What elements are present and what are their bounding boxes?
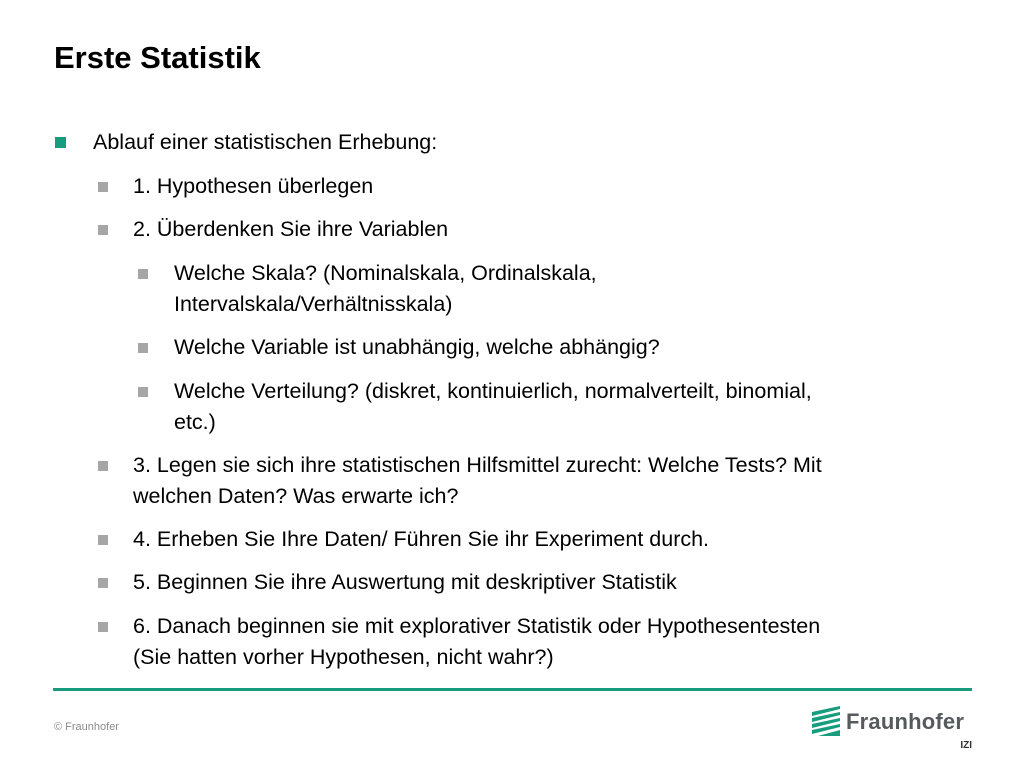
bullet-text-line: (Sie hatten vorher Hypothesen, nicht wahr?): [133, 645, 554, 669]
bullet-item: [174, 332, 660, 363]
square-bullet-icon: [98, 225, 108, 235]
bullet-text-line: Welche Verteilung? (diskret, kontinuierlich, normalverteilt, binomial,: [174, 379, 812, 403]
bullet-text: Welche Variable ist unabhängig, welche abhängig?: [174, 335, 660, 359]
bullet-text: 4. Erheben Sie Ihre Daten/ Führen Sie ihr Experiment durch.: [133, 527, 710, 551]
square-bullet-icon: [98, 182, 108, 192]
footer-copyright: © Fraunhofer: [54, 721, 119, 733]
bullet-text: Ablauf einer statistischen Erhebung:: [93, 130, 438, 154]
bullet-item: [133, 567, 677, 598]
bullet-item: [93, 127, 437, 158]
bullet-item: [174, 376, 812, 438]
bullet-item: [133, 611, 820, 673]
square-bullet-icon: [98, 461, 108, 471]
square-bullet-icon: [98, 535, 108, 545]
bullet-item: [133, 214, 448, 245]
bullet-text: 1. Hypothesen überlegen: [133, 174, 374, 198]
bullet-text: 2. Überdenken Sie ihre Variablen: [133, 217, 449, 241]
square-bullet-icon: [98, 622, 108, 632]
bullet-item: [133, 171, 373, 202]
square-bullet-icon: [138, 269, 148, 279]
bullet-text-line: Intervalskala/Verhältnisskala): [174, 292, 453, 316]
fraunhofer-logo: [812, 704, 976, 758]
logo-institute: IZI: [960, 740, 972, 751]
bullet-item: [133, 450, 822, 512]
slide-title: Erste Statistik: [54, 40, 261, 75]
bullet-item: [174, 258, 597, 320]
square-bullet-icon: [98, 578, 108, 588]
bullet-text-line: 6. Danach beginnen sie mit explorativer Statistik oder Hypothesentesten: [133, 614, 821, 638]
logo-wordmark: Fraunhofer: [846, 709, 965, 734]
fraunhofer-logo-icon: [812, 706, 842, 736]
bullet-text-line: welchen Daten? Was erwarte ich?: [133, 484, 459, 508]
square-bullet-icon: [138, 343, 148, 353]
bullet-item: [133, 524, 709, 555]
bullet-text-line: Welche Skala? (Nominalskala, Ordinalskala,: [174, 261, 597, 285]
bullet-text: 5. Beginnen Sie ihre Auswertung mit deskriptiver Statistik: [133, 570, 677, 594]
bullet-text-line: 3. Legen sie sich ihre statistischen Hilfsmittel zurecht: Welche Tests? Mit: [133, 453, 822, 477]
square-bullet-icon: [138, 387, 148, 397]
bullet-text-line: etc.): [174, 410, 216, 434]
square-bullet-icon: [55, 137, 66, 148]
footer-divider: [53, 688, 972, 691]
